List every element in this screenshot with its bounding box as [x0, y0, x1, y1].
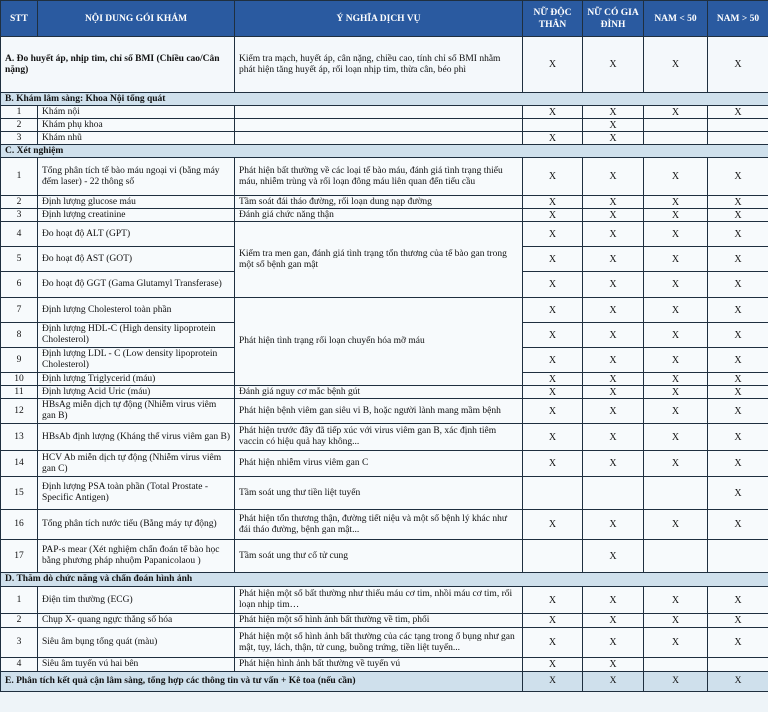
row-stt: 13: [1, 424, 38, 451]
row-content: Định lượng Triglycerid (máu): [38, 373, 235, 386]
table-row: [1, 510, 768, 540]
section-a-meaning: Kiểm tra mạch, huyết áp, cân nặng, chiều cao, tính chỉ số BMI nhằm phát hiện tăng huyết áp, rối loạn nhịp tim, thừa cân, béo phì: [235, 37, 523, 93]
mark-cell: X: [583, 451, 644, 477]
mark-cell: X: [644, 386, 708, 399]
header-content: NỘI DUNG GÓI KHÁM: [38, 1, 235, 37]
mark-cell: X: [583, 373, 644, 386]
row-stt: 11: [1, 386, 38, 399]
mark-cell: X: [583, 209, 644, 222]
row-content: Đo hoạt độ AST (GOT): [38, 247, 235, 272]
mark-cell: X: [583, 628, 644, 658]
row-content: HBsAg miễn dịch tự động (Nhiễm virus viêm gan B): [38, 399, 235, 424]
row-content: Định lượng creatinine: [38, 209, 235, 222]
row-meaning: Kiểm tra men gan, đánh giá tình trạng tổn thương của tế bào gan trong một số bệnh gan mật: [235, 222, 523, 298]
mark-cell: [644, 540, 708, 573]
row-content: Định lượng HDL-C (High density lipoprotein Cholesterol): [38, 323, 235, 348]
mark-cell: X: [708, 272, 768, 298]
row-stt: 8: [1, 323, 38, 348]
table-row: [1, 119, 768, 132]
section-b-title: B. Khám lâm sàng: Khoa Nội tổng quát: [1, 93, 768, 106]
table-row: [1, 399, 768, 424]
mark-cell: X: [583, 158, 644, 196]
header-female-married: NỮ CÓ GIA ĐÌNH: [583, 1, 644, 37]
mark-cell: X: [523, 628, 583, 658]
mark-cell: [644, 132, 708, 145]
row-meaning: [235, 132, 523, 145]
row-meaning: Phát hiện hình ảnh bất thường về tuyến vú: [235, 658, 523, 672]
mark-cell: X: [644, 451, 708, 477]
table-row: [1, 132, 768, 145]
mark-cell: X: [644, 37, 708, 93]
mark-cell: X: [523, 247, 583, 272]
section-e-title: E. Phân tích kết quả cận lâm sàng, tổng hợp các thông tin và tư vấn + Kê toa (nếu cần): [1, 672, 523, 692]
mark-cell: X: [708, 399, 768, 424]
mark-cell: X: [523, 158, 583, 196]
row-content: Tổng phân tích nước tiểu (Bằng máy tự động): [38, 510, 235, 540]
row-meaning: [235, 119, 523, 132]
section-c-header: [1, 145, 768, 158]
table-row: [1, 587, 768, 614]
mark-cell: X: [523, 323, 583, 348]
mark-cell: X: [644, 587, 708, 614]
mark-cell: X: [523, 209, 583, 222]
mark-cell: X: [708, 373, 768, 386]
mark-cell: X: [644, 272, 708, 298]
row-content: Đo hoạt độ GGT (Gama Glutamyl Transferase): [38, 272, 235, 298]
mark-cell: X: [523, 196, 583, 209]
mark-cell: X: [523, 272, 583, 298]
section-a-title: A. Đo huyết áp, nhịp tim, chỉ số BMI (Chiều cao/Cân nặng): [1, 37, 235, 93]
mark-cell: X: [644, 373, 708, 386]
table-row: [1, 424, 768, 451]
table-row: [1, 158, 768, 196]
mark-cell: X: [523, 37, 583, 93]
mark-cell: X: [644, 510, 708, 540]
row-content: Siêu âm tuyến vú hai bên: [38, 658, 235, 672]
mark-cell: X: [583, 106, 644, 119]
row-content: Khám nhũ: [38, 132, 235, 145]
mark-cell: X: [523, 373, 583, 386]
table-row: [1, 209, 768, 222]
table-row: [1, 628, 768, 658]
mark-cell: X: [583, 348, 644, 373]
row-stt: 9: [1, 348, 38, 373]
mark-cell: X: [583, 132, 644, 145]
mark-cell: X: [644, 614, 708, 628]
row-stt: 4: [1, 658, 38, 672]
mark-cell: X: [644, 106, 708, 119]
table-row: [1, 196, 768, 209]
row-content: Điện tim thường (ECG): [38, 587, 235, 614]
row-stt: 4: [1, 222, 38, 247]
row-meaning: Đánh giá nguy cơ mắc bệnh gút: [235, 386, 523, 399]
mark-cell: X: [583, 272, 644, 298]
mark-cell: X: [583, 399, 644, 424]
mark-cell: X: [708, 510, 768, 540]
mark-cell: X: [708, 247, 768, 272]
row-stt: 1: [1, 587, 38, 614]
section-e-row: [1, 672, 768, 692]
row-content: Định lượng PSA toàn phần (Total Prostate - Specific Antigen): [38, 477, 235, 510]
section-c-title: C. Xét nghiệm: [1, 145, 768, 158]
mark-cell: X: [583, 587, 644, 614]
table-row: [1, 298, 768, 323]
row-content: HCV Ab miễn dịch tự động (Nhiễm virus viêm gan C): [38, 451, 235, 477]
row-stt: 1: [1, 158, 38, 196]
mark-cell: X: [583, 323, 644, 348]
mark-cell: X: [523, 614, 583, 628]
mark-cell: X: [708, 298, 768, 323]
row-stt: 2: [1, 196, 38, 209]
row-stt: 16: [1, 510, 38, 540]
table-row: [1, 658, 768, 672]
mark-cell: X: [583, 424, 644, 451]
mark-cell: [583, 477, 644, 510]
mark-cell: X: [523, 399, 583, 424]
row-stt: 3: [1, 628, 38, 658]
mark-cell: X: [708, 628, 768, 658]
row-meaning: Phát hiện trước đây đã tiếp xúc với virus viêm gan B, xác định tiêm vaccin có hiệu quả hay không...: [235, 424, 523, 451]
header-male-over-50: NAM > 50: [708, 1, 768, 37]
mark-cell: [708, 132, 768, 145]
table-row: [1, 222, 768, 247]
row-meaning: Tầm soát ung thư cổ tử cung: [235, 540, 523, 573]
row-content: Định lượng LDL - C (Low density lipoprotein Cholesterol): [38, 348, 235, 373]
mark-cell: X: [523, 348, 583, 373]
mark-cell: X: [708, 196, 768, 209]
header-male-under-50: NAM < 50: [644, 1, 708, 37]
row-meaning: Phát hiện tổn thương thận, đường tiết niệu và một số bệnh lý khác như đái tháo đường, bệnh gan mật...: [235, 510, 523, 540]
mark-cell: X: [523, 451, 583, 477]
mark-cell: [708, 119, 768, 132]
mark-cell: X: [523, 672, 583, 692]
mark-cell: X: [644, 196, 708, 209]
mark-cell: X: [523, 424, 583, 451]
mark-cell: X: [708, 348, 768, 373]
row-content: Chụp X- quang ngực thẳng số hóa: [38, 614, 235, 628]
mark-cell: X: [583, 222, 644, 247]
mark-cell: X: [523, 510, 583, 540]
row-stt: 14: [1, 451, 38, 477]
row-content: Siêu âm bụng tổng quát (màu): [38, 628, 235, 658]
mark-cell: X: [523, 222, 583, 247]
mark-cell: X: [644, 158, 708, 196]
row-content: Định lượng Acid Uric (máu): [38, 386, 235, 399]
table-row: [1, 540, 768, 573]
row-meaning: Tầm soát đái tháo đường, rối loạn dung nạp đường: [235, 196, 523, 209]
mark-cell: X: [644, 628, 708, 658]
row-stt: 15: [1, 477, 38, 510]
mark-cell: [644, 658, 708, 672]
row-stt: 2: [1, 614, 38, 628]
mark-cell: X: [583, 196, 644, 209]
table-row: [1, 477, 768, 510]
section-d-title: D. Thăm dò chức năng và chẩn đoán hình ảnh: [1, 573, 768, 587]
mark-cell: X: [583, 672, 644, 692]
mark-cell: X: [523, 132, 583, 145]
row-content: Định lượng glucose máu: [38, 196, 235, 209]
mark-cell: X: [708, 158, 768, 196]
mark-cell: X: [583, 614, 644, 628]
header-stt: STT: [1, 1, 38, 37]
row-meaning: Phát hiện một số hình ảnh bất thường về tim, phổi: [235, 614, 523, 628]
mark-cell: [523, 540, 583, 573]
mark-cell: X: [644, 209, 708, 222]
mark-cell: X: [708, 424, 768, 451]
mark-cell: X: [708, 614, 768, 628]
mark-cell: [644, 477, 708, 510]
row-meaning: Phát hiện một số hình ảnh bất thường của các tạng trong ổ bụng như gan mật, tụy, lách, thận, tử cung, buồng trứng, tiền liệt tuyến...: [235, 628, 523, 658]
mark-cell: X: [644, 247, 708, 272]
row-stt: 3: [1, 132, 38, 145]
mark-cell: X: [708, 672, 768, 692]
mark-cell: [644, 119, 708, 132]
section-a-row: [1, 37, 768, 93]
mark-cell: X: [708, 386, 768, 399]
row-meaning: Phát hiện tình trạng rối loạn chuyển hóa mỡ máu: [235, 298, 523, 386]
mark-cell: X: [708, 323, 768, 348]
section-b-header: [1, 93, 768, 106]
row-meaning: Tầm soát ung thư tiền liệt tuyến: [235, 477, 523, 510]
mark-cell: X: [583, 247, 644, 272]
row-content: PAP-s mear (Xét nghiệm chẩn đoán tế bào học bằng phương pháp nhuộm Papanicolaou ): [38, 540, 235, 573]
mark-cell: X: [644, 323, 708, 348]
row-stt: 17: [1, 540, 38, 573]
table-row: [1, 386, 768, 399]
row-meaning: Phát hiện bệnh viêm gan siêu vi B, hoặc người lành mang mầm bệnh: [235, 399, 523, 424]
mark-cell: X: [523, 386, 583, 399]
mark-cell: X: [523, 587, 583, 614]
table-row: [1, 106, 768, 119]
mark-cell: X: [523, 106, 583, 119]
mark-cell: X: [644, 424, 708, 451]
mark-cell: X: [644, 222, 708, 247]
header-meaning: Ý NGHĨA DỊCH VỤ: [235, 1, 523, 37]
row-meaning: Phát hiện nhiễm virus viêm gan C: [235, 451, 523, 477]
mark-cell: X: [708, 451, 768, 477]
row-stt: 12: [1, 399, 38, 424]
row-content: Tổng phân tích tế bào máu ngoại vi (bằng máy đếm laser) - 22 thông số: [38, 158, 235, 196]
mark-cell: X: [644, 348, 708, 373]
table-row: [1, 451, 768, 477]
mark-cell: X: [583, 37, 644, 93]
row-content: Đo hoạt độ ALT (GPT): [38, 222, 235, 247]
row-stt: 10: [1, 373, 38, 386]
table-header: [1, 1, 768, 37]
mark-cell: X: [708, 222, 768, 247]
mark-cell: [523, 477, 583, 510]
row-stt: 2: [1, 119, 38, 132]
mark-cell: X: [523, 298, 583, 323]
row-stt: 3: [1, 209, 38, 222]
mark-cell: X: [644, 298, 708, 323]
header-female-single: NỮ ĐỘC THÂN: [523, 1, 583, 37]
row-stt: 5: [1, 247, 38, 272]
mark-cell: X: [708, 587, 768, 614]
mark-cell: X: [583, 658, 644, 672]
section-d-header: [1, 573, 768, 587]
table-row: [1, 614, 768, 628]
mark-cell: X: [523, 658, 583, 672]
mark-cell: X: [583, 510, 644, 540]
mark-cell: X: [644, 672, 708, 692]
row-content: HBsAb định lượng (Kháng thể virus viêm gan B): [38, 424, 235, 451]
row-content: Khám phụ khoa: [38, 119, 235, 132]
mark-cell: X: [708, 106, 768, 119]
row-content: Định lượng Cholesterol toàn phần: [38, 298, 235, 323]
row-meaning: Đánh giá chức năng thận: [235, 209, 523, 222]
row-stt: 6: [1, 272, 38, 298]
mark-cell: X: [644, 399, 708, 424]
mark-cell: X: [708, 477, 768, 510]
row-meaning: Phát hiện bất thường về các loại tế bào máu, đánh giá tình trạng thiếu máu, nhiễm trùng và rối loạn đông máu liên quan đến tiểu cầu: [235, 158, 523, 196]
mark-cell: [523, 119, 583, 132]
row-stt: 1: [1, 106, 38, 119]
mark-cell: [708, 658, 768, 672]
mark-cell: X: [708, 37, 768, 93]
mark-cell: X: [708, 209, 768, 222]
row-content: Khám nội: [38, 106, 235, 119]
row-meaning: Phát hiện một số bất thường như thiếu máu cơ tim, nhồi máu cơ tim, rối loạn nhịp tim…: [235, 587, 523, 614]
row-meaning: [235, 106, 523, 119]
mark-cell: X: [583, 540, 644, 573]
mark-cell: X: [583, 298, 644, 323]
row-stt: 7: [1, 298, 38, 323]
mark-cell: X: [583, 386, 644, 399]
mark-cell: [708, 540, 768, 573]
mark-cell: X: [583, 119, 644, 132]
